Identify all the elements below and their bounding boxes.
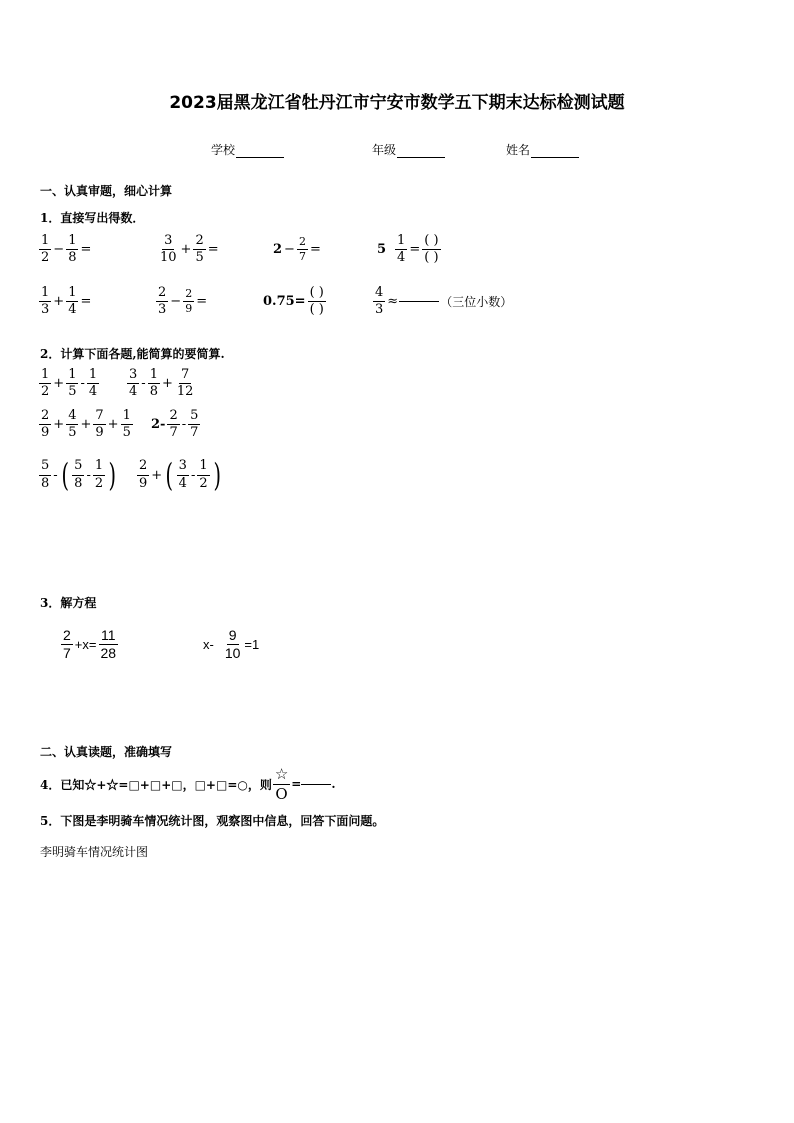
grade-field [372,141,445,158]
q3-item-a: $\frac{2}{7}$ +x= $\frac{11}{28}$ [63,627,117,662]
question-5: 5．下图是李明骑车情况统计图，观察图中信息，回答下面问题。 [40,814,385,828]
grade-label: 年级 [372,143,397,157]
question-4: 4．已知☆+☆=□+□+□，□+□=○，则 $\frac{☆}{O}$ = . [40,765,336,803]
question-2: 2．计算下面各题,能简算的要简算. [40,347,225,361]
q3-item-b: x- $\frac{9}{10}$ =1 [203,627,260,662]
name-field [506,141,579,158]
q1-item-e: $\frac{1}{3}$ + $\frac{1}{4}$ = [41,285,92,318]
q2-item-f: $\frac{2}{9}$ + ( $\frac{3}{4}$ - $\frac{1}{2}$ ) [139,456,221,494]
q1-item-c: 2 − $\frac{2}{7}$ = [273,235,321,264]
q1-item-g: 0.75= $\frac{( )}{( )}$ [263,285,324,318]
section-1-heading: 一、认真审题，细心计算 [40,184,173,198]
q1-item-a: $\frac{1}{2}$ − $\frac{1}{8}$ = [41,233,92,266]
name-label: 姓名 [506,143,531,157]
section-2-heading: 二、认真读题，准确填写 [40,745,173,759]
grade-blank [397,145,445,158]
q2-item-d: 2- $\frac{2}{7}$ - $\frac{5}{7}$ [151,408,199,441]
q1-item-h: $\frac{4}{3}$ ≈ （三位小数） [375,285,513,318]
q2-item-e: $\frac{5}{8}$ - ( $\frac{5}{8}$ - $\frac{1}{2}$ ) [41,456,117,494]
name-blank [531,145,579,158]
q1-item-f: $\frac{2}{3}$ − $\frac{2}{9}$ = [158,285,208,318]
q1-item-b: $\frac{3}{10}$ + $\frac{2}{5}$ = [160,233,219,266]
question-3: 3．解方程 [40,596,97,610]
q1-item-d: 5 $\frac{1}{4}$ = $\frac{( )}{( )}$ [377,233,439,266]
page-title: 2023届黑龙江省牡丹江市宁安市数学五下期末达标检测试题 [169,93,625,113]
q2-item-a: $\frac{1}{2}$ + $\frac{1}{5}$ - $\frac{1}{4}$ [41,367,98,400]
school-label: 学校 [211,143,236,157]
school-field [211,141,284,158]
q2-item-c: $\frac{2}{9}$ + $\frac{4}{5}$ + $\frac{7}{9}$ + $\frac{1}{5}$ [41,408,131,441]
question-1: 1．直接写出得数． [40,211,145,225]
q2-item-b: $\frac{3}{4}$ - $\frac{1}{8}$ + $\frac{7}{12}$ [129,367,194,400]
school-blank [236,145,284,158]
chart-caption: 李明骑车情况统计图 [40,845,149,859]
